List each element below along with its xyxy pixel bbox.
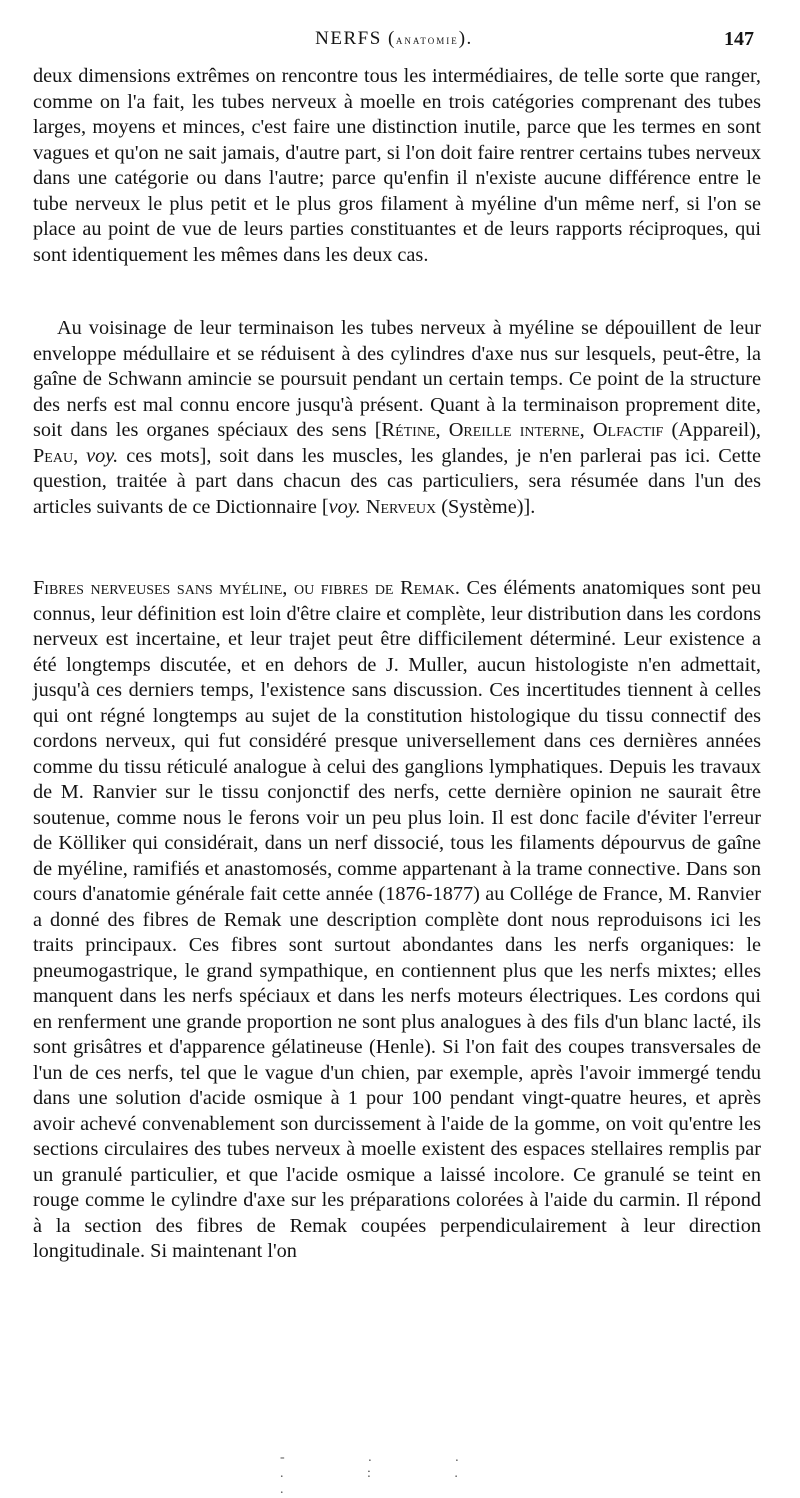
paragraph-text: (Système)]. xyxy=(436,495,536,518)
paragraph-terminaison xyxy=(33,316,761,520)
voy-abbreviation: voy. xyxy=(86,444,119,467)
section-heading: Fibres nerveuses sans myéline, ou fibres de xyxy=(33,577,401,599)
paragraph-text: Au voisinage de leur terminaison les tubes nerveux à myéline se dépouillent de leur enveloppe médullaire et se réduisent à des cylindres d'axe nus sur lesquels, peut-être, la gaîne de Schwann amincie se poursuit pendant un certain temps. Ce point de la structure des nerfs est mal connu encore jusqu'à présent. Quant à la terminaison proprement dite, soit dans les organes spéciaux des sens [ xyxy=(33,317,761,441)
section-fibres-remak xyxy=(33,576,761,1265)
separator: , xyxy=(579,419,593,441)
paragraph-text: Ces éléments anatomiques sont peu connus, leur définition est loin d'être claire et complète, leur distribution dans les cordons nerveux est incertaine, et leur trajet peut être difficilement déterminé. Leur existence a été longtemps discutée, et en dehors de J. Muller, aucun histologiste n'en admettait, jusqu'à ces derniers temps, l'existence sans discussion. Ces incertitudes tiennent à celles qui ont régné longtemps au sujet de la constitution histologique du tissu connectif des cordons nerveux, qui fut considéré presque universellement dans ces dernières années comme du tissu réticulé analogue à celui des ganglions lymphatiques. Depuis les travaux de M. Ranvier sur le tissu conjonctif des nerfs, cette dernière opinion ne saurait être soutenue, comme nous le ferons voir un peu plus loin. Il est donc facile d'éviter l'erreur de Kölliker qui considérait, dans un nerf dissocié, tous les filaments dépourvus de gaîne de myéline, ramifiés et anastomosés, comme appartenant à la trame connective. Dans son cours d'anatomie générale fait cette année (1876-1877) au Collége de France, M. Ranvier a donné des fibres de Remak une description complète dont nous reproduisons ici les traits principaux. Ces fibres sont surtout abondantes dans les nerfs organiques: le pneumogastrique, le grand sympathique, en contiennent plus que les nerfs mixtes; elles manquent dans les nerfs spéciaux et dans les nerfs moteurs électriques. Les cordons qui en renferment une grande proportion ne sont plus analogues à des fils d'un blanc lacté, ils sont grisâtres et d'apparence gélatineuse (Henle). Si l'on fait des coupes transversales de l'un de ces nerfs, tel que le vague d'un chien, par exemple, après l'avoir immergé tendu dans une solution d'acide osmique à 1 pour 100 pendant vingt-quatre heures, et après avoir achevé convenablement son durcissement à l'aide de la gomme, on voit qu'entre les sections circulaires des tubes nerveux à moelle existent des espaces stellaires remplis par un granulé particulier, et que l'acide osmique a laissé incolore. Ce granulé se teint en rouge comme le cylindre d'axe sur les préparations colorées à l'aide du carmin. Il répond à la section des fibres de Remak coupées perpendiculairement à leur direction longitudinale. Si maintenant l'on xyxy=(33,577,761,1262)
section-heading-end: . xyxy=(454,577,460,599)
separator: , xyxy=(435,419,449,441)
cross-reference-retine: Rétine xyxy=(381,419,436,441)
cross-reference-peau: Peau xyxy=(33,444,74,467)
running-title-main: NERFS ( xyxy=(315,28,396,49)
separator: , xyxy=(73,444,87,467)
paragraph-text: (Appareil), xyxy=(663,419,761,441)
running-title-end: ). xyxy=(458,28,473,49)
bottom-marks: - . . . : . . xyxy=(280,1450,499,1497)
cross-reference-oreille: Oreille interne xyxy=(448,419,580,441)
paragraph-text: ces mots], soit dans les muscles, les glandes, je n'en parlerai pas ici. Cette question, traitée à part dans chacun des cas particuliers, sera résumée dans l'un des articles suivants de ce Dictionnaire [ xyxy=(33,444,762,518)
paragraph-text: deux dimensions extrêmes on rencontre tous les intermédiaires, de telle sorte que ranger, comme on l'a fait, les tubes nerveux à moelle en trois catégories comprenant des tubes larges, moyens et minces, c'est faire une distinction inutile, parce que les termes en sont vagues et qu'on ne sait jamais, d'autre part, si l'on doit faire rentrer certains tubes nerveux dans une catégorie ou dans l'autre; parce qu'enfin il n'existe aucune différence entre le tube nerveux le plus petit et le plus gros filament à myéline d'un même nerf, si l'on se place au point de vue de leurs parties constituantes et de leurs rapports réciproques, qui sont identiquement les mêmes dans les deux cas. xyxy=(33,65,761,266)
page-header xyxy=(34,28,754,58)
paragraph-continuation xyxy=(33,64,761,268)
running-title-sub: anatomie xyxy=(395,32,459,47)
voy-abbreviation: voy. xyxy=(328,495,361,518)
page-number: 147 xyxy=(724,28,754,50)
cross-reference-olfactif: Olfactif xyxy=(592,419,664,441)
cross-reference-nerveux: Nerveux xyxy=(365,495,437,518)
section-heading-name: Remak xyxy=(400,577,455,599)
running-title xyxy=(34,28,754,50)
